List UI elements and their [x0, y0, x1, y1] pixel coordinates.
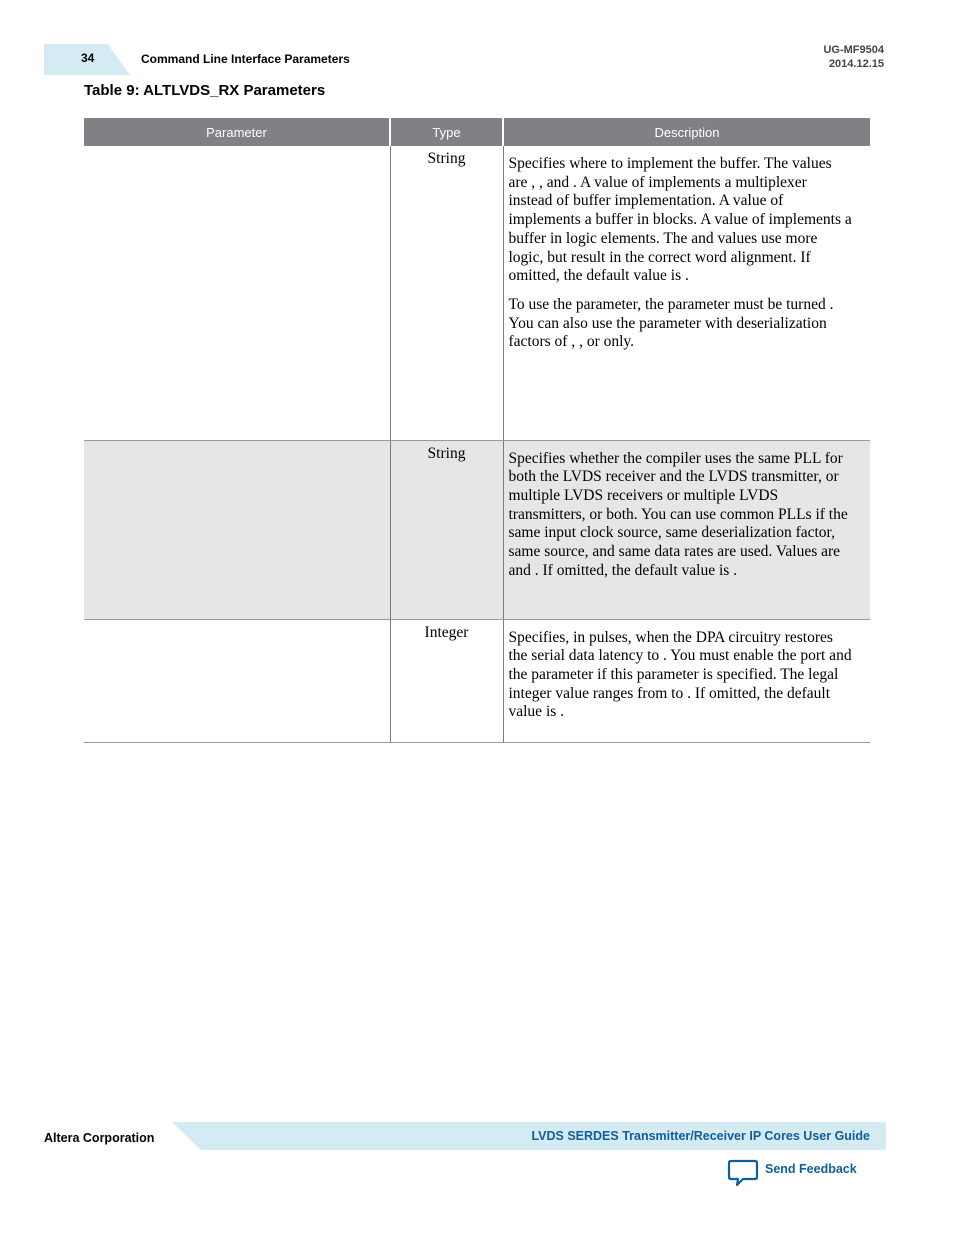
description-cell [503, 440, 870, 619]
table-row [84, 146, 870, 440]
document-id [823, 43, 884, 71]
type-cell: String [390, 440, 503, 619]
type-cell: String [390, 146, 503, 440]
column-header-type: Type [390, 118, 503, 146]
guide-title-link[interactable]: LVDS SERDES Transmitter/Receiver IP Cores User Guide [531, 1129, 870, 1143]
description-paragraph: Specifies where to implement the buffer. The values are , , and . A value of implements a multiplexer instead of buffer implementation. A value of implements a buffer in blocks. A value of implements a buffer in logic elements. The and values use more logic, but result in the correct word alignment. If omitted, the default value is . [508, 155, 852, 285]
table-header-row [84, 118, 870, 146]
column-header-parameter: Parameter [84, 118, 390, 146]
description-cell [503, 619, 870, 742]
type-cell: Integer [390, 619, 503, 742]
section-title: Command Line Interface Parameters [141, 52, 350, 66]
description-paragraph: Specifies, in pulses, when the DPA circuitry restores the serial data latency to . You must enable the port and the parameter if this parameter is specified. The legal integer value ranges from to . If omitted, the default value is . [508, 628, 852, 721]
parameters-table [84, 118, 870, 743]
table-row [84, 619, 870, 742]
company-name: Altera Corporation [44, 1131, 155, 1145]
doc-id-text: UG-MF9504 [823, 44, 884, 56]
parameter-cell [84, 619, 390, 742]
send-feedback-link[interactable]: Send Feedback [765, 1162, 857, 1176]
description-paragraph: Specifies whether the compiler uses the same PLL for both the LVDS receiver and the LVDS transmitter, or multiple LVDS receivers or multiple LVDS transmitters, or both. You can use common PLLs if the same input clock source, same deserialization factor, same source, and same data rates are used. Values are and . If omitted, the default value is . [508, 449, 848, 579]
page-number: 34 [81, 51, 95, 65]
parameter-cell [84, 440, 390, 619]
table-row [84, 440, 870, 619]
description-cell [503, 146, 870, 440]
description-paragraph: To use the parameter, the parameter must be turned . You can also use the parameter with deserialization factors of , , or only. [508, 295, 834, 351]
speech-bubble-icon[interactable] [727, 1159, 759, 1187]
doc-date-text: 2014.12.15 [828, 58, 884, 70]
parameter-cell [84, 146, 390, 440]
table-caption: Table 9: ALTLVDS_RX Parameters [84, 82, 326, 99]
column-header-description: Description [503, 118, 870, 146]
